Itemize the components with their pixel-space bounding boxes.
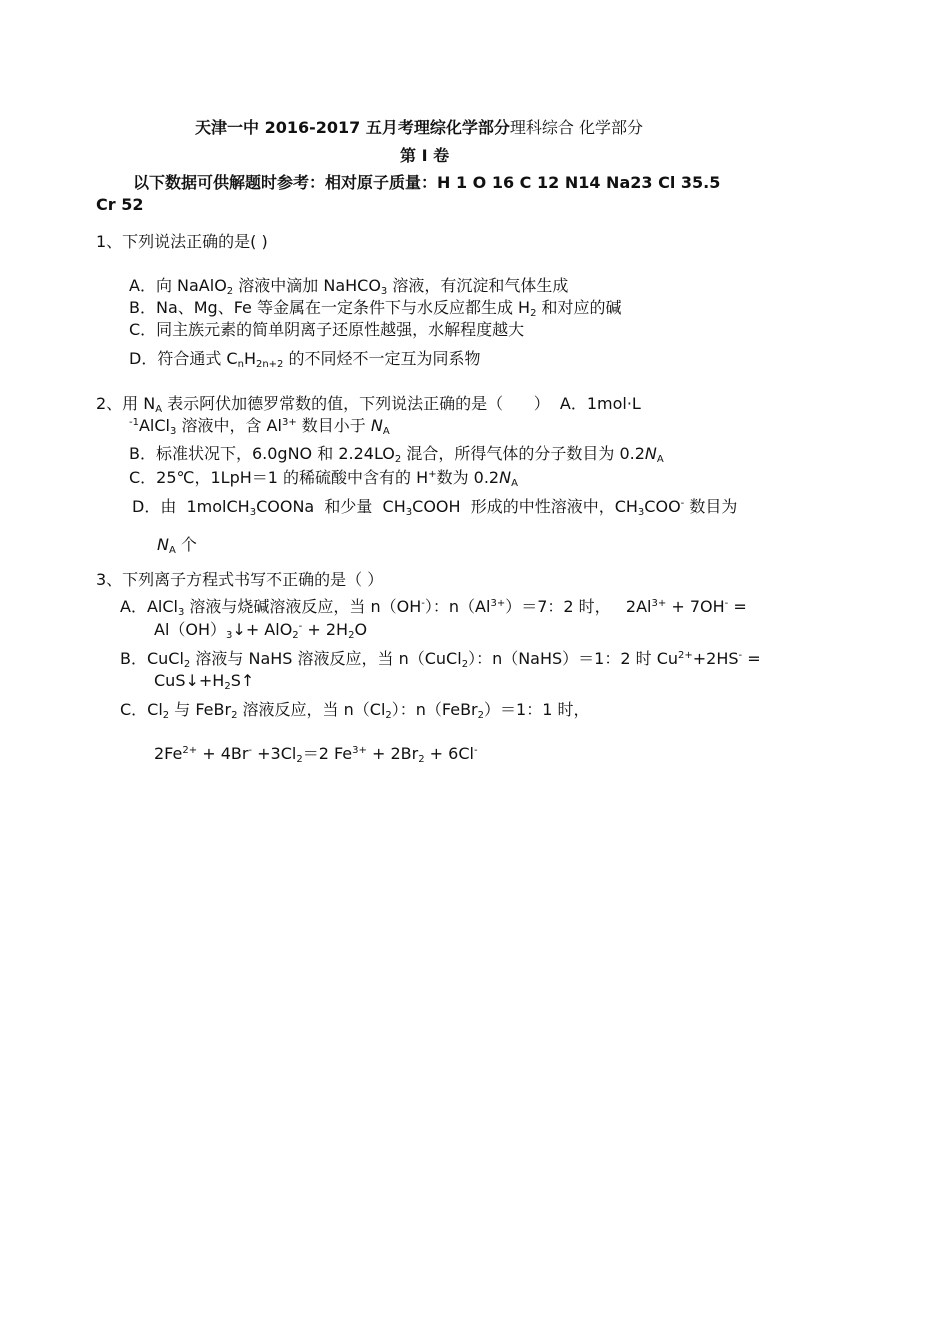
question-3-option-a-cont: $Al(OH)_3↓+ AlO_2^- + 2H_2O$ bbox=[154, 620, 368, 641]
question-2-option-c: C．25℃，1LpH＝1 的稀硫酸中含有的 H+数为 $0.2N_A$ bbox=[129, 468, 518, 489]
question-3-stem: 3、下列离子方程式书写不正确的是（ ） bbox=[96, 570, 384, 589]
page-title bbox=[195, 118, 643, 138]
section-heading: 第 I 卷 bbox=[400, 146, 450, 165]
question-2-option-a-cont: $^{-1}$AlCl$_3$ 溶液中，含 $Al^{3+}$ 数目小于 $N_A$ bbox=[129, 416, 390, 437]
question-3-option-c: C．$Cl_2$ 与 FeBr$_2$ 溶液反应，当 $n(Cl_2)$：n（FeBr$_2$）＝1：1 时， bbox=[120, 700, 590, 721]
question-3-option-a: A．AlCl$_3$ 溶液与烧碱溶液反应，当 n（OH-）：$n(Al^{3+})=7$：2 时， $2Al^{3+} + 7OH^-$ = bbox=[120, 597, 747, 618]
question-2-option-b: B．标准状况下，6.0gNO 和 $2.24LO_2$ 混合，所得气体的分子数目为 $0.2N_A$ bbox=[129, 444, 664, 465]
title-bold-part: 天津一中 2016-2017 五月考理综化学部分 bbox=[195, 118, 510, 137]
question-2-option-d-cont: $N_A$ 个 bbox=[157, 535, 197, 556]
question-1-option-b: B．Na、Mg、Fe 等金属在一定条件下与水反应都生成 $H_2$ 和对应的碱 bbox=[129, 298, 622, 319]
question-1-stem: 1、下列说法正确的是( ) bbox=[96, 232, 268, 251]
question-1-option-d: D．符合通式 $C_nH_{2n+2}$ 的不同烃不一定互为同系物 bbox=[129, 349, 481, 370]
question-2-option-d: D．由 1molCH$_3$COONa 和少量 $CH_3COOH$ 形成的中性溶液中，$CH_3COO^-$ 数目为 bbox=[132, 497, 738, 518]
question-3-option-b-cont: $CuS↓+H_2S↑$ bbox=[154, 671, 255, 692]
question-3-option-b: B．CuCl$_2$ 溶液与 NaHS 溶液反应，当 n（CuCl$_2$）：n（NaHS）＝1：2 时 $Cu^{2+}+2HS^-$ = bbox=[120, 649, 761, 670]
question-1-option-c: C．同主族元素的简单阴离子还原性越强，水解程度越大 bbox=[129, 320, 525, 339]
title-normal-part: 理科综合 化学部分 bbox=[509, 118, 643, 137]
reference-data-line-2: Cr 52 bbox=[96, 195, 144, 214]
question-3-option-c-equation: $2Fe^{2+} + 4Br^- +3Cl_2=2$ $Fe^{3+} + 2Br_2 + 6Cl^-$ bbox=[154, 744, 478, 765]
question-1-option-a: A．向 NaAlO$_2$ 溶液中滴加 NaHCO$_3$ 溶液，有沉淀和气体生成 bbox=[129, 276, 569, 297]
question-2-stem: 2、用 $N_A$ 表示阿伏加德罗常数的值，下列说法正确的是（ ） A．1mol·L bbox=[96, 394, 641, 415]
reference-data-line-1: 以下数据可供解题时参考：相对原子质量：H 1 O 16 C 12 N14 Na23 Cl 35.5 bbox=[133, 173, 721, 192]
